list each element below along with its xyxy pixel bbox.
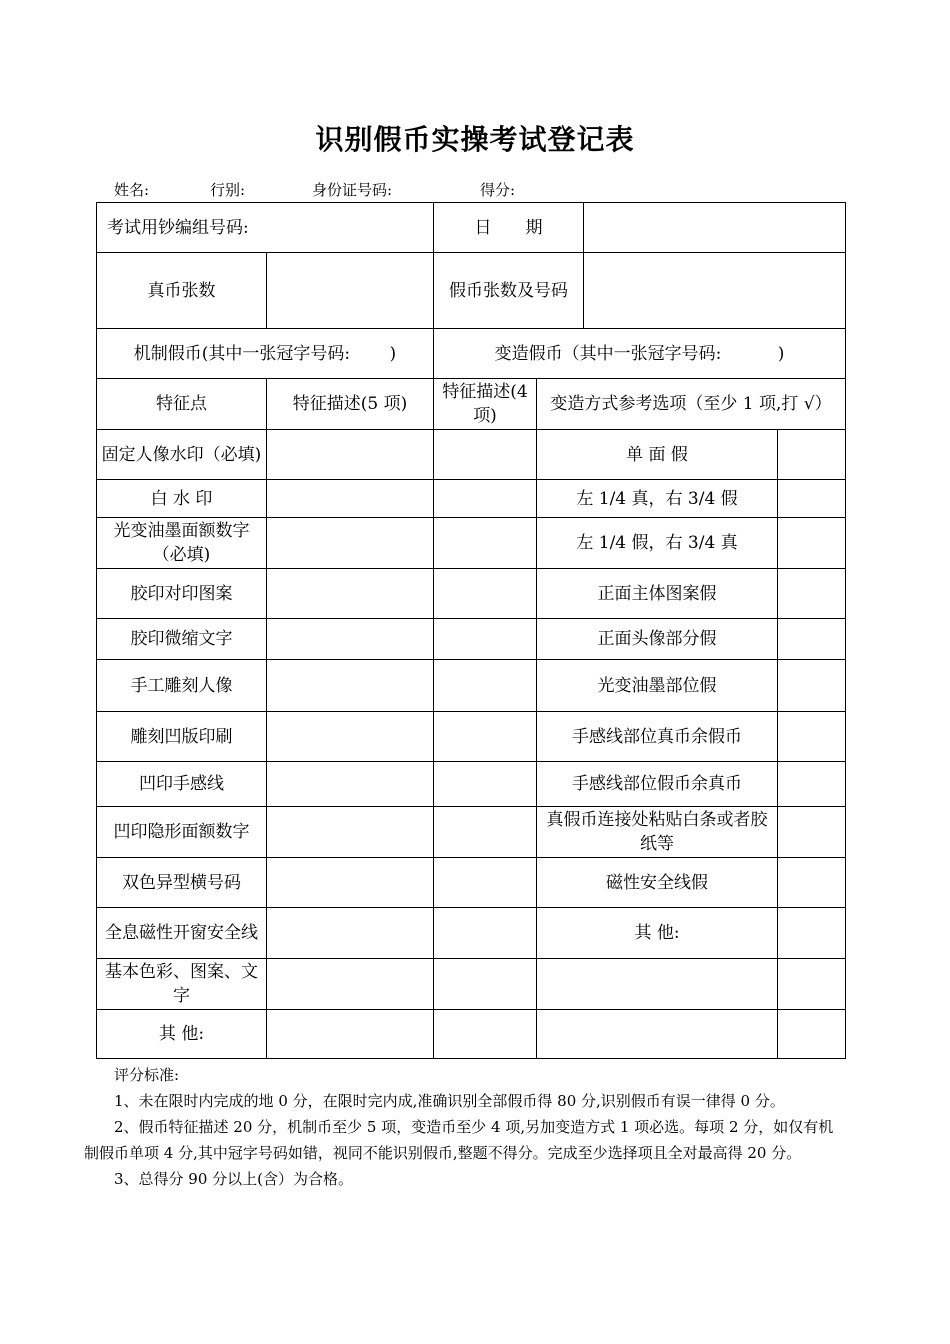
- feature-label: 凹印手感线: [97, 762, 267, 807]
- method-check-field[interactable]: [778, 959, 846, 1010]
- method-check-field[interactable]: [778, 807, 846, 858]
- description-5-field[interactable]: [267, 908, 434, 959]
- description-5-header: 特征描述(5 项): [267, 379, 434, 430]
- criteria-item: 3、总得分 90 分以上(含）为合格。: [114, 1170, 354, 1188]
- banknote-group-label: 考试用钞编组号码:: [97, 203, 434, 253]
- description-4-field[interactable]: [434, 807, 537, 858]
- description-4-field[interactable]: [434, 569, 537, 619]
- registration-table: [96, 202, 846, 1059]
- method-option: 手感线部位假币余真币: [537, 762, 778, 807]
- bank-label: 行别:: [210, 181, 246, 199]
- method-check-field[interactable]: [778, 1010, 846, 1059]
- feature-label: 固定人像水印（必填): [97, 430, 267, 480]
- machine-fake-label: 机制假币(其中一张冠字号码: ): [97, 329, 434, 379]
- description-5-field[interactable]: [267, 480, 434, 518]
- feature-label: 全息磁性开窗安全线: [97, 908, 267, 959]
- feature-label: 其 他:: [97, 1010, 267, 1059]
- feature-point-header: 特征点: [97, 379, 267, 430]
- description-4-field[interactable]: [434, 858, 537, 908]
- method-check-field[interactable]: [778, 430, 846, 480]
- method-option: 光变油墨部位假: [537, 660, 778, 712]
- description-4-field[interactable]: [434, 619, 537, 660]
- description-4-field[interactable]: [434, 959, 537, 1010]
- scoring-criteria: [84, 1062, 844, 1192]
- method-check-field[interactable]: [778, 858, 846, 908]
- page-title: 识别假币实操考试登记表: [315, 123, 635, 156]
- feature-label: 光变油墨面额数字（必填): [97, 518, 267, 569]
- method-check-field[interactable]: [778, 518, 846, 569]
- description-4-header: 特征描述(4 项): [434, 379, 537, 430]
- method-check-field[interactable]: [778, 569, 846, 619]
- description-4-field[interactable]: [434, 712, 537, 762]
- fake-count-label: 假币张数及号码: [434, 253, 584, 329]
- feature-label: 双色异型横号码: [97, 858, 267, 908]
- method-option-blank[interactable]: [537, 959, 778, 1010]
- method-option-blank[interactable]: [537, 1010, 778, 1059]
- method-option: 磁性安全线假: [537, 858, 778, 908]
- feature-label: 胶印对印图案: [97, 569, 267, 619]
- name-label: 姓名:: [114, 181, 150, 199]
- description-4-field[interactable]: [434, 430, 537, 480]
- id-number-label: 身份证号码:: [312, 181, 393, 199]
- feature-label: 基本色彩、图案、文字: [97, 959, 267, 1010]
- method-check-field[interactable]: [778, 762, 846, 807]
- method-check-field[interactable]: [778, 480, 846, 518]
- feature-label: 白 水 印: [97, 480, 267, 518]
- method-check-field[interactable]: [778, 660, 846, 712]
- fake-count-field[interactable]: [584, 253, 846, 329]
- feature-label: 胶印微缩文字: [97, 619, 267, 660]
- date-field[interactable]: [584, 203, 846, 253]
- method-option: 正面主体图案假: [537, 569, 778, 619]
- description-5-field[interactable]: [267, 959, 434, 1010]
- description-4-field[interactable]: [434, 480, 537, 518]
- method-check-field[interactable]: [778, 908, 846, 959]
- description-5-field[interactable]: [267, 1010, 434, 1059]
- feature-label: 凹印隐形面额数字: [97, 807, 267, 858]
- real-count-label: 真币张数: [97, 253, 267, 329]
- method-option: 正面头像部分假: [537, 619, 778, 660]
- method-option: 单 面 假: [537, 430, 778, 480]
- score-label: 得分:: [480, 181, 516, 199]
- method-option: 其 他:: [537, 908, 778, 959]
- date-label: 日 期: [434, 203, 584, 253]
- description-4-field[interactable]: [434, 1010, 537, 1059]
- description-5-field[interactable]: [267, 660, 434, 712]
- method-option: 左 1/4 真，右 3/4 假: [537, 480, 778, 518]
- method-option: 左 1/4 假，右 3/4 真: [537, 518, 778, 569]
- description-5-field[interactable]: [267, 712, 434, 762]
- feature-label: 手工雕刻人像: [97, 660, 267, 712]
- method-check-field[interactable]: [778, 619, 846, 660]
- alteration-method-header: 变造方式参考选项（至少 1 项,打 √）: [537, 379, 846, 430]
- feature-label: 雕刻凹版印刷: [97, 712, 267, 762]
- description-5-field[interactable]: [267, 762, 434, 807]
- description-4-field[interactable]: [434, 660, 537, 712]
- method-check-field[interactable]: [778, 712, 846, 762]
- altered-fake-label: 变造假币（其中一张冠字号码: ): [434, 329, 846, 379]
- description-5-field[interactable]: [267, 858, 434, 908]
- description-5-field[interactable]: [267, 619, 434, 660]
- description-4-field[interactable]: [434, 762, 537, 807]
- description-5-field[interactable]: [267, 430, 434, 480]
- description-5-field[interactable]: [267, 569, 434, 619]
- description-5-field[interactable]: [267, 807, 434, 858]
- method-option: 手感线部位真币余假币: [537, 712, 778, 762]
- description-4-field[interactable]: [434, 908, 537, 959]
- method-option: 真假币连接处粘贴白条或者胶纸等: [537, 807, 778, 858]
- description-5-field[interactable]: [267, 518, 434, 569]
- description-4-field[interactable]: [434, 518, 537, 569]
- criteria-heading: 评分标准:: [114, 1066, 180, 1084]
- criteria-item: 2、假币特征描述 20 分，机制币至少 5 项，变造币至少 4 项,另加变造方式 1 项必选。每项 2 分，如仅有机制假币单项 4 分,其中冠字号码如错，视同不能识别假币,整题不得分。完成至少选择项且全对最高得 20 分。: [84, 1118, 834, 1162]
- criteria-item: 1、未在限时内完成的地 0 分，在限时完内成,准确识别全部假币得 80 分,识别假币有误一律得 0 分。: [114, 1092, 785, 1110]
- real-count-field[interactable]: [267, 253, 434, 329]
